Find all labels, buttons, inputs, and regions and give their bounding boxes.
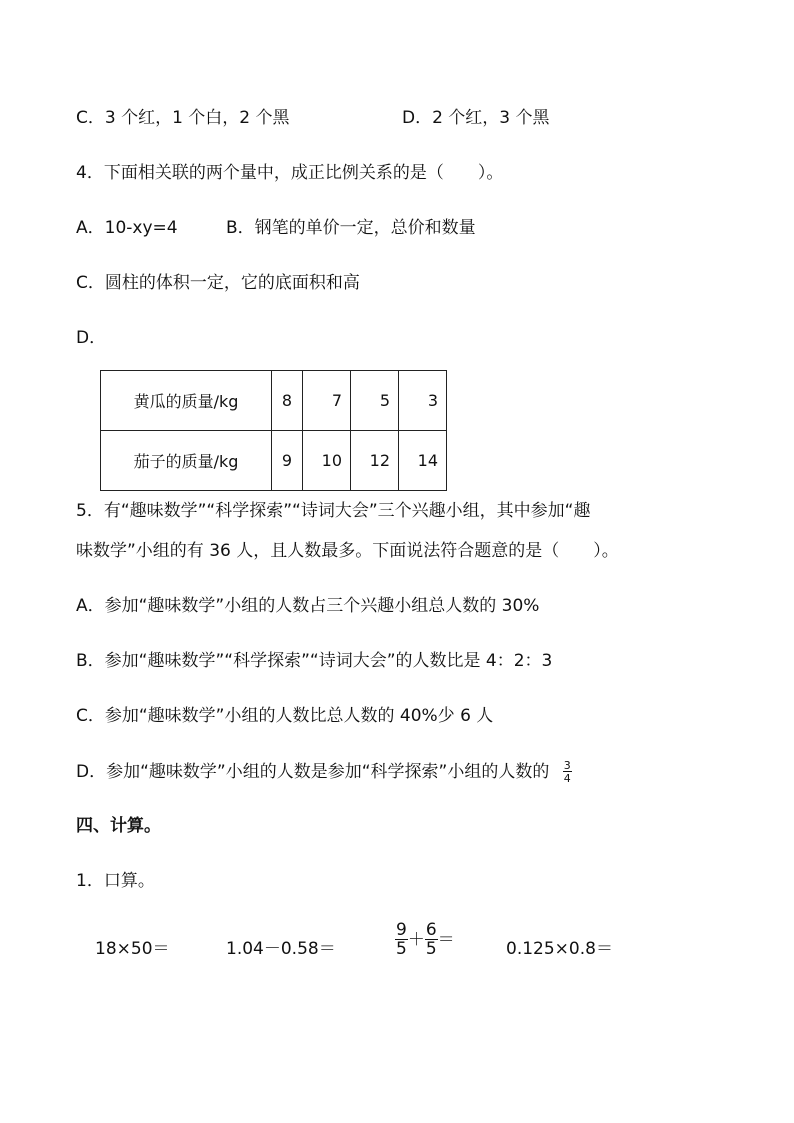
table-cell: 5 (351, 371, 399, 431)
table-cell: 10 (303, 431, 351, 491)
fraction-numerator: 6 (425, 920, 437, 940)
row-label-eggplant: 茄子的质量/kg (101, 431, 272, 491)
calc-item-3 (395, 922, 455, 958)
table-cell: 7 (303, 371, 351, 431)
q4-option-c: C．圆柱的体积一定，它的底面积和高 (76, 273, 360, 293)
q4-option-a: A．10-xy=4 (76, 218, 178, 238)
table-cell: 12 (351, 431, 399, 491)
fraction-three-quarters (563, 760, 572, 784)
fraction-denominator: 4 (563, 772, 571, 785)
table-cell: 14 (399, 431, 447, 491)
fraction-denominator: 5 (425, 939, 437, 959)
fraction-b (425, 922, 438, 958)
section-heading: 四、计算。 (76, 816, 161, 836)
q4-option-d: D． (76, 328, 107, 348)
table-cell: 9 (272, 431, 303, 491)
calc-item-2: 1.04－0.58＝ (226, 939, 336, 959)
q5-stem-line1: 5．有“趣味数学”“科学探索”“诗词大会”三个兴趣小组，其中参加“趣 (76, 501, 591, 521)
table-row (101, 371, 447, 431)
q5-option-c: C．参加“趣味数学”小组的人数比总人数的 40%少 6 人 (76, 706, 494, 726)
q5-stem-line2: 味数学”小组的有 36 人，且人数最多。下面说法符合题意的是（ ）。 (76, 541, 619, 561)
fraction-a (395, 922, 408, 958)
subsection-oral-calc: 1．口算。 (76, 871, 155, 891)
q4-stem: 4．下面相关联的两个量中，成正比例关系的是（ ）。 (76, 163, 504, 183)
row-label-cucumber: 黄瓜的质量/kg (101, 371, 272, 431)
table-cell: 3 (399, 371, 447, 431)
calc-item-1: 18×50＝ (95, 939, 170, 959)
calc-item-4: 0.125×0.8＝ (506, 939, 613, 959)
plus-sign: ＋ (407, 930, 425, 950)
fraction-numerator: 9 (396, 920, 407, 940)
q3-option-d: D．2 个红，3 个黑 (402, 108, 550, 128)
fraction-denominator: 5 (396, 939, 407, 959)
mass-table (100, 370, 447, 491)
q5-option-d (76, 760, 572, 784)
q5-option-b: B．参加“趣味数学”“科学探索”“诗词大会”的人数比是 4：2：3 (76, 651, 553, 671)
fraction-numerator: 3 (563, 759, 571, 772)
equals-sign: ＝ (437, 930, 455, 950)
table-row (101, 431, 447, 491)
q5-option-d-text: D．参加“趣味数学”小组的人数是参加“科学探索”小组的人数的 (76, 762, 550, 782)
table-cell: 8 (272, 371, 303, 431)
q5-option-a: A．参加“趣味数学”小组的人数占三个兴趣小组总人数的 30% (76, 596, 540, 616)
q4-option-b: B．钢笔的单价一定，总价和数量 (226, 218, 476, 238)
q3-option-c: C．3 个红，1 个白，2 个黑 (76, 108, 290, 128)
